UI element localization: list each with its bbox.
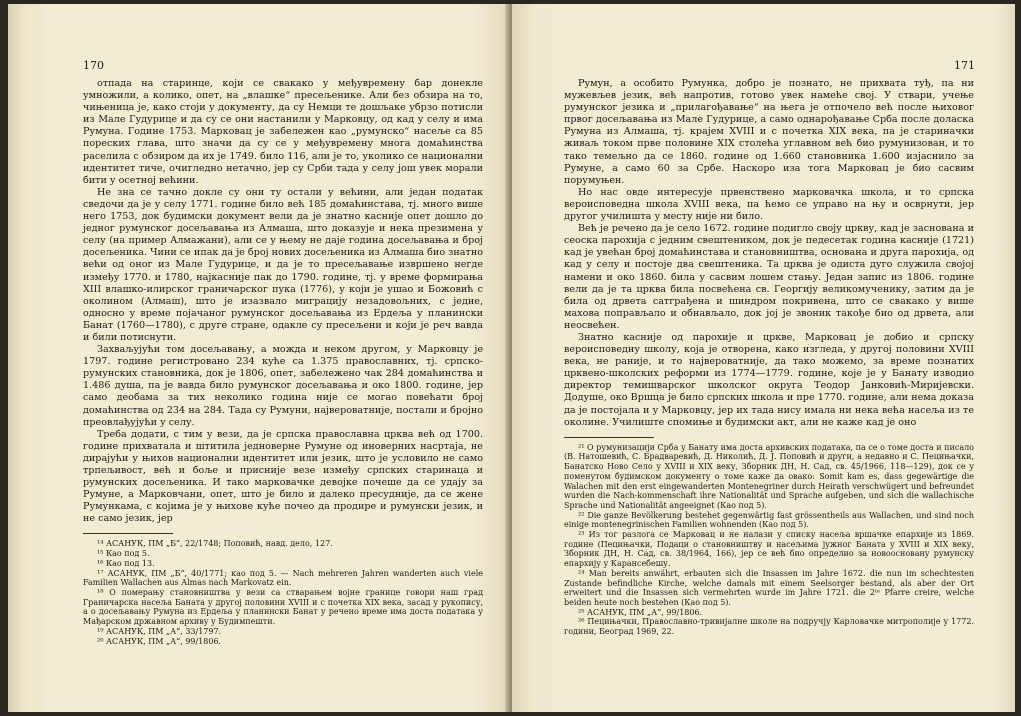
paragraph: Румун, а особито Румунка, добро је познато, не прихвата туђ, па ни мужевљев језик, већ напротив, готово увек намеће свој. У ствари, учење румунског језика и „прилагођавање“ на њега је отпочело већ после њиховог првог досељавања из Мале Гудурице, а само однарођавање Срба после доласка Румуна из Алмаша, тј. крајем XVIII и с почетка XIX века, па је стариначки живаљ током прве половине XIX столећа углавном већ био румунизован, и то тако темељно да се 1860. године од 1.660 становника 1.600 изјаснило за Румуне, а само 60 за Србе. Наскоро иза тога Марковац је био сасвим порумуњен.: [564, 78, 974, 186]
paragraph: Захваљујући том досељавању, а можда и неком другом, у Марковцу је 1797. године регистровано 234 куће са 1.375 православних, тј. српско-румунских становника, док је 1806, опет, забележено чак 284 домаћинства и 1.486 душа, па је вавда било румунског досељавања и око 1800. године, јер само деобама за тих неколико година није се могао повећати број домаћинства од 234 на 284. Тада су Румуни, највероватније, постали и бројно преовлађујући у селу.: [83, 344, 483, 428]
footnote: ²⁰ АСАНУК, ПМ „А“, 99/1806.: [97, 636, 222, 646]
footnote: ²³ Из тог разлога се Марковац и не налази у списку насеља вршачке епархије из 1869. године (Пецињачки, Подаци о становништву и насељима јужног Баната у XVIII и XIX веку, Зборник ДН, Н. Сад, св. 38/1964, 166), јер се већ био определио за новоосновану румунску епархију у Карансебешу.: [564, 530, 974, 569]
left-page: [8, 4, 511, 712]
paragraph: Знатно касније од парохије и цркве, Марковац је добио и српску вероисповедну школу, која је отворена, како изгледа, у другој половини XVIII века, не раније, и то највероватније, да тако можемо, за време познатих црквено-школских реформи из 1774—1779. године, које је у Банату изводио директор темишварског школског округа Теодор Јанковић-Миријевски. Додуше, око Вршца је било српских школа и пре 1770. године, али нема доказа да је постојала и у Марковцу, јер их тада нису имала ни нека већа насеља из те околине. Училиште спомиње и будимски акт, али не каже кад је оно: [564, 331, 974, 428]
footnote: ¹⁴ АСАНУК, ПМ „Б“, 22/1748; Поповић, навд. дело, 127.: [97, 539, 333, 549]
footnote-divider: [564, 437, 654, 438]
footnote: ²⁴ Man bereits anwährt, erbauten sich die Insassen im Jahre 1672. die nun im schechtesten Zustande befindliche Kirche, welche damals mit einem Seelsorger bestand, als aber der Ort erweitert und die Insassen sich vermehrten wurde im Jahre 1721. die 2ᵗᵉ Pfarre creire, welche beiden heute noch bestehen (Као под 5).: [564, 568, 974, 607]
left-page-text: [83, 78, 483, 646]
right-page: [512, 4, 1015, 712]
paragraph: Но нас овде интересује првенствено марковачка школа, и то српска вероисповедна школа XVIII века, па ћемо се управо на њу и осврнути, јер другог училишта у месту није ни било.: [564, 186, 974, 223]
footnote: ²¹ О румунизацији Срба у Банату има доста архивских података, па се о томе доста и писало (В. Натошевић, С. Брадваревић, Д. Николић, Д. Ј. Поповић и други, а недавно и С. Пецињачки, Банатско Ново Село у XVIII и XIX веку, Зборник ДН, Н. Сад, св. 45/1966, 118—129), док се у поменутом будимском документу о томе каже да овако: Somit kam es, dass gegewärtige die Walachen mit den erst eingewanderten Montenegriner durch Heirath verschwügert und befreundet wurden die Nach-kommenschaft ihre Nationalität und Sprache aufgeben, und sich die wallachische Sprache und Nationalität angeeignet (Као под 5).: [564, 442, 974, 510]
footnote: ¹⁹ АСАНУК, ПМ „А“, 33/1797.: [97, 626, 222, 636]
paragraph: отпада на старинце, који се свакако у међувремену бар донекле умножили, а колико, опет, на „влашке“ пресељенике. Али без обзира на то, чињеница је, како стоји у документу, да су Немци те дошљаке убрзо потисли из Мале Гудурице и да су се они настанили у Марковцу, од кад у селу и има Румуна. Године 1753. Марковац је забележен као „румунско“ насеље са 85 пореских глава, што значи да су се у међувремену многа домаћинства раселила с обзиром да их је 1749. било 116, али је то, уколико се национални идентитет тиче, очигледно нетачно, јер су Срби тада у селу још увек морали бити у осетној већини.: [83, 78, 483, 186]
paragraph: Не зна се тачно докле су они ту остали у већини, али један податак сведочи да је у селу 1771. године било већ 185 домаћинстава, тј. много више него 1753, док будимски документ вели да је знатно касније опет дошло до једног румунског досељавања из Алмаша, што доказује и нека презимена у селу (на пример Алмажани), али се у њему не даје година досељавања и број досељеника. Чини се ипак да је број нових досељеника из Алмаша био знатно већи од оног из Мале Гудурице, и да је то пресељавање извршено негде између 1770. и 1780, најкасније пак до 1790. године, тј. у време формирања XIII влашко-илирског граничарског пука (1776), у који је ушао и Божовић с околином (Алмаш), што је изазвало миграцију незадовољних, с једне, односно у време појачаног румунског досељавања из Ердеља у планински Банат (1760—1780), с друге стране, одакле су пресељени и који је реч вавда и били потиснути.: [83, 186, 483, 343]
footnote: ¹⁷ АСАНУК, ПМ „Б“, 40/1771; као под 5. — Nach mehreren Jahren wanderten auch viele Familien Wallachen aus Almas nach Markovatz ein.: [83, 568, 483, 588]
footnote: ¹⁸ О померању становништва у вези са стварањем војне границе говори наш град Граничарска насеља Баната у другој половини XVIII и с почетка XIX века, засад у рукопису, а о досељавању Румуна из Ердеља у планински Банат у речено време има доста података у Мађарском државном архиву у Будимпешти.: [83, 587, 483, 627]
page-number-left: 170: [83, 59, 104, 72]
page-number-right: 171: [954, 59, 975, 72]
footnote: ¹⁵ Као под 5.: [97, 549, 150, 559]
footnote: ²² Die ganze Bevölkerung bestehet gegenwärtig fast grössentheils aus Wallachen, und sind noch einige montenegrinischen Familien wohnenden (Као под 5).: [564, 510, 974, 530]
paragraph: Већ је речено да је село 1672. године подигло своју цркву, кад је заснована и сеоска парохија с једним свештеником, док је педесетак година касније (1721) кад је увећан број домаћинстава и становништва, основана и друга парохија, од кад у селу и постоје два свештеника. Та црква је одиста дуго служила својој намени и око 1860. била у сасвим лошем стању. Један запис из 1806. године вели да је та црква била посвећена св. Георгију великомученику, затим да је била од дрвета сатграђена и шиндром покривена, што се свакако у више махова поправљало и обнављало, док јој је звоник такође био од дрвета, али неосвећен.: [564, 223, 974, 331]
footnote: ²⁶ Пецињачки, Православно-тривијалне школе на подручју Карловачке митрополије у 1772. години, Београд 1969, 22.: [564, 617, 974, 637]
footnote: ¹⁶ Као под 13.: [97, 558, 155, 568]
footnote-divider: [83, 533, 173, 534]
footnote: ²⁵ АСАНУК, ПМ „А“, 99/1806.: [578, 607, 703, 617]
right-page-text: [564, 78, 974, 637]
paragraph: Треба додати, с тим у вези, да је српска православна црква већ од 1700. године прихватала и штитила једноверне Румуне од иноверних насртаја, не дирајући у њихов национални идентитет или језик, што је условило не само трпељивост, већ и боље и присније везе између српских старинаца и румунских досељеника. И тако марковачке девојке почеше да се удају за Румуне, а Марковчани, опет, што је било и далеко пресудније, да се жене Румункама, с којима је у њихове куће почео да продире и румунски језик, и не само језик, јер: [83, 428, 483, 525]
